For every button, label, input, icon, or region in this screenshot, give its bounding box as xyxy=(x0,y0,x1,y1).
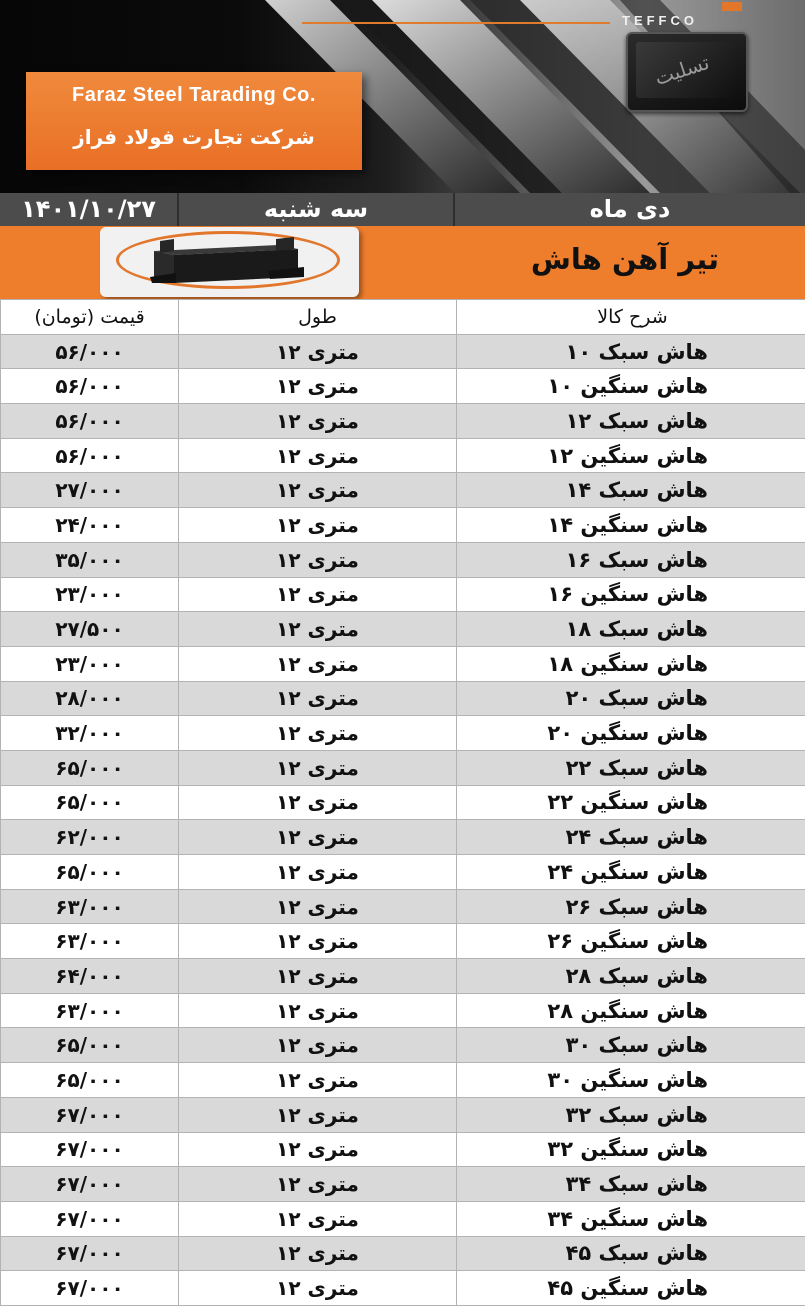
length-cell: ۱۲ متری xyxy=(179,334,457,369)
length-cell: ۱۲ متری xyxy=(179,959,457,994)
table-row xyxy=(1,889,805,924)
table-row xyxy=(1,1097,805,1132)
price-cell: ۶۵/۰۰۰ xyxy=(1,785,179,820)
description-cell: هاش سنگین ۱۴ xyxy=(457,508,805,543)
description-cell: هاش سنگین ۴۵ xyxy=(457,1271,805,1306)
table-row xyxy=(1,1028,805,1063)
description-cell: هاش سبک ۲۰ xyxy=(457,681,805,716)
price-cell: ۵۶/۰۰۰ xyxy=(1,369,179,404)
price-cell: ۶۷/۰۰۰ xyxy=(1,1271,179,1306)
description-cell: هاش سبک ۱۴ xyxy=(457,473,805,508)
length-cell: ۱۲ متری xyxy=(179,646,457,681)
table-row xyxy=(1,681,805,716)
brand-mark: TEFFCO xyxy=(622,13,744,31)
price-cell: ۲۷/۵۰۰ xyxy=(1,612,179,647)
price-cell: ۲۳/۰۰۰ xyxy=(1,646,179,681)
table-row xyxy=(1,369,805,404)
length-cell: ۱۲ متری xyxy=(179,473,457,508)
description-cell: هاش سنگین ۳۴ xyxy=(457,1201,805,1236)
price-cell: ۳۲/۰۰۰ xyxy=(1,716,179,751)
description-cell: هاش سبک ۱۲ xyxy=(457,404,805,439)
length-cell: ۱۲ متری xyxy=(179,1132,457,1167)
table-row xyxy=(1,1063,805,1098)
brand-icon xyxy=(722,2,742,11)
header-banner xyxy=(0,0,805,193)
price-cell: ۵۶/۰۰۰ xyxy=(1,334,179,369)
price-cell: ۲۴/۰۰۰ xyxy=(1,508,179,543)
length-cell: ۱۲ متری xyxy=(179,369,457,404)
length-cell: ۱۲ متری xyxy=(179,1236,457,1271)
description-cell: هاش سنگین ۱۸ xyxy=(457,646,805,681)
description-cell: هاش سنگین ۲۸ xyxy=(457,993,805,1028)
table-row xyxy=(1,750,805,785)
table-row xyxy=(1,716,805,751)
table-row xyxy=(1,612,805,647)
length-cell: ۱۲ متری xyxy=(179,1201,457,1236)
company-name-en: Faraz Steel Tarading Co. xyxy=(26,84,362,107)
weekday: سه شنبه xyxy=(179,193,453,226)
description-cell: هاش سبک ۲۲ xyxy=(457,750,805,785)
table-row xyxy=(1,577,805,612)
table-row xyxy=(1,1132,805,1167)
description-cell: هاش سبک ۲۴ xyxy=(457,820,805,855)
length-cell: ۱۲ متری xyxy=(179,681,457,716)
price-cell: ۶۲/۰۰۰ xyxy=(1,820,179,855)
price-cell: ۶۳/۰۰۰ xyxy=(1,889,179,924)
description-cell: هاش سنگین ۱۲ xyxy=(457,438,805,473)
description-cell: هاش سبک ۳۴ xyxy=(457,1167,805,1202)
column-header-length: طول xyxy=(179,300,457,335)
table-row xyxy=(1,820,805,855)
price-cell: ۶۵/۰۰۰ xyxy=(1,750,179,785)
length-cell: ۱۲ متری xyxy=(179,1271,457,1306)
description-cell: هاش سبک ۱۶ xyxy=(457,542,805,577)
description-cell: هاش سبک ۱۰ xyxy=(457,334,805,369)
table-row xyxy=(1,1236,805,1271)
description-cell: هاش سبک ۴۵ xyxy=(457,1236,805,1271)
length-cell: ۱۲ متری xyxy=(179,785,457,820)
length-cell: ۱۲ متری xyxy=(179,577,457,612)
column-header-price: قیمت (تومان) xyxy=(1,300,179,335)
date-value: ۱۴۰۱/۱۰/۲۷ xyxy=(0,193,177,226)
table-row xyxy=(1,542,805,577)
table-row xyxy=(1,473,805,508)
length-cell: ۱۲ متری xyxy=(179,404,457,439)
price-cell: ۶۷/۰۰۰ xyxy=(1,1167,179,1202)
table-row xyxy=(1,1201,805,1236)
table-row xyxy=(1,924,805,959)
length-cell: ۱۲ متری xyxy=(179,716,457,751)
price-cell: ۵۶/۰۰۰ xyxy=(1,438,179,473)
description-cell: هاش سبک ۳۲ xyxy=(457,1097,805,1132)
description-cell: هاش سنگین ۲۲ xyxy=(457,785,805,820)
product-image-card xyxy=(100,227,359,297)
price-cell: ۲۸/۰۰۰ xyxy=(1,681,179,716)
price-cell: ۲۷/۰۰۰ xyxy=(1,473,179,508)
price-cell: ۶۷/۰۰۰ xyxy=(1,1132,179,1167)
description-cell: هاش سبک ۲۸ xyxy=(457,959,805,994)
length-cell: ۱۲ متری xyxy=(179,993,457,1028)
table-row xyxy=(1,334,805,369)
description-cell: هاش سنگین ۳۰ xyxy=(457,1063,805,1098)
description-cell: هاش سنگین ۲۰ xyxy=(457,716,805,751)
price-cell: ۶۳/۰۰۰ xyxy=(1,993,179,1028)
table-row xyxy=(1,993,805,1028)
length-cell: ۱۲ متری xyxy=(179,924,457,959)
price-table xyxy=(0,299,805,1306)
price-cell: ۶۵/۰۰۰ xyxy=(1,1028,179,1063)
description-cell: هاش سبک ۲۶ xyxy=(457,889,805,924)
table-header-row xyxy=(1,300,805,335)
length-cell: ۱۲ متری xyxy=(179,438,457,473)
table-body xyxy=(1,334,805,1305)
banner-rule xyxy=(302,22,610,24)
price-cell: ۶۴/۰۰۰ xyxy=(1,959,179,994)
table-row xyxy=(1,1167,805,1202)
length-cell: ۱۲ متری xyxy=(179,508,457,543)
table-row xyxy=(1,785,805,820)
price-cell: ۶۳/۰۰۰ xyxy=(1,924,179,959)
length-cell: ۱۲ متری xyxy=(179,542,457,577)
company-name-fa: شرکت تجارت فولاد فراز xyxy=(26,125,362,149)
month: دی ماه xyxy=(455,193,805,226)
price-cell: ۲۳/۰۰۰ xyxy=(1,577,179,612)
length-cell: ۱۲ متری xyxy=(179,855,457,890)
description-cell: هاش سنگین ۳۲ xyxy=(457,1132,805,1167)
length-cell: ۱۲ متری xyxy=(179,750,457,785)
condolence-stamp xyxy=(626,32,748,112)
description-cell: هاش سنگین ۱۰ xyxy=(457,369,805,404)
length-cell: ۱۲ متری xyxy=(179,820,457,855)
table-row xyxy=(1,438,805,473)
length-cell: ۱۲ متری xyxy=(179,889,457,924)
length-cell: ۱۲ متری xyxy=(179,1167,457,1202)
length-cell: ۱۲ متری xyxy=(179,1028,457,1063)
length-cell: ۱۲ متری xyxy=(179,612,457,647)
table-row xyxy=(1,404,805,439)
description-cell: هاش سنگین ۲۶ xyxy=(457,924,805,959)
price-cell: ۶۷/۰۰۰ xyxy=(1,1201,179,1236)
description-cell: هاش سنگین ۲۴ xyxy=(457,855,805,890)
table-row xyxy=(1,855,805,890)
table-row xyxy=(1,959,805,994)
length-cell: ۱۲ متری xyxy=(179,1063,457,1098)
table-row xyxy=(1,508,805,543)
product-title: تیر آهن هاش xyxy=(531,242,719,276)
price-cell: ۶۷/۰۰۰ xyxy=(1,1097,179,1132)
price-cell: ۶۵/۰۰۰ xyxy=(1,1063,179,1098)
price-cell: ۵۶/۰۰۰ xyxy=(1,404,179,439)
length-cell: ۱۲ متری xyxy=(179,1097,457,1132)
date-row xyxy=(0,193,805,226)
company-logo xyxy=(26,72,362,170)
table-row xyxy=(1,1271,805,1306)
h-beam-icon xyxy=(148,237,310,285)
column-header-description: شرح کالا xyxy=(457,300,805,335)
price-cell: ۶۵/۰۰۰ xyxy=(1,855,179,890)
stamp-text: تسلیت xyxy=(652,50,712,90)
price-cell: ۶۷/۰۰۰ xyxy=(1,1236,179,1271)
description-cell: هاش سبک ۳۰ xyxy=(457,1028,805,1063)
description-cell: هاش سنگین ۱۶ xyxy=(457,577,805,612)
table-row xyxy=(1,646,805,681)
stamp-face xyxy=(636,42,734,98)
description-cell: هاش سبک ۱۸ xyxy=(457,612,805,647)
price-cell: ۳۵/۰۰۰ xyxy=(1,542,179,577)
